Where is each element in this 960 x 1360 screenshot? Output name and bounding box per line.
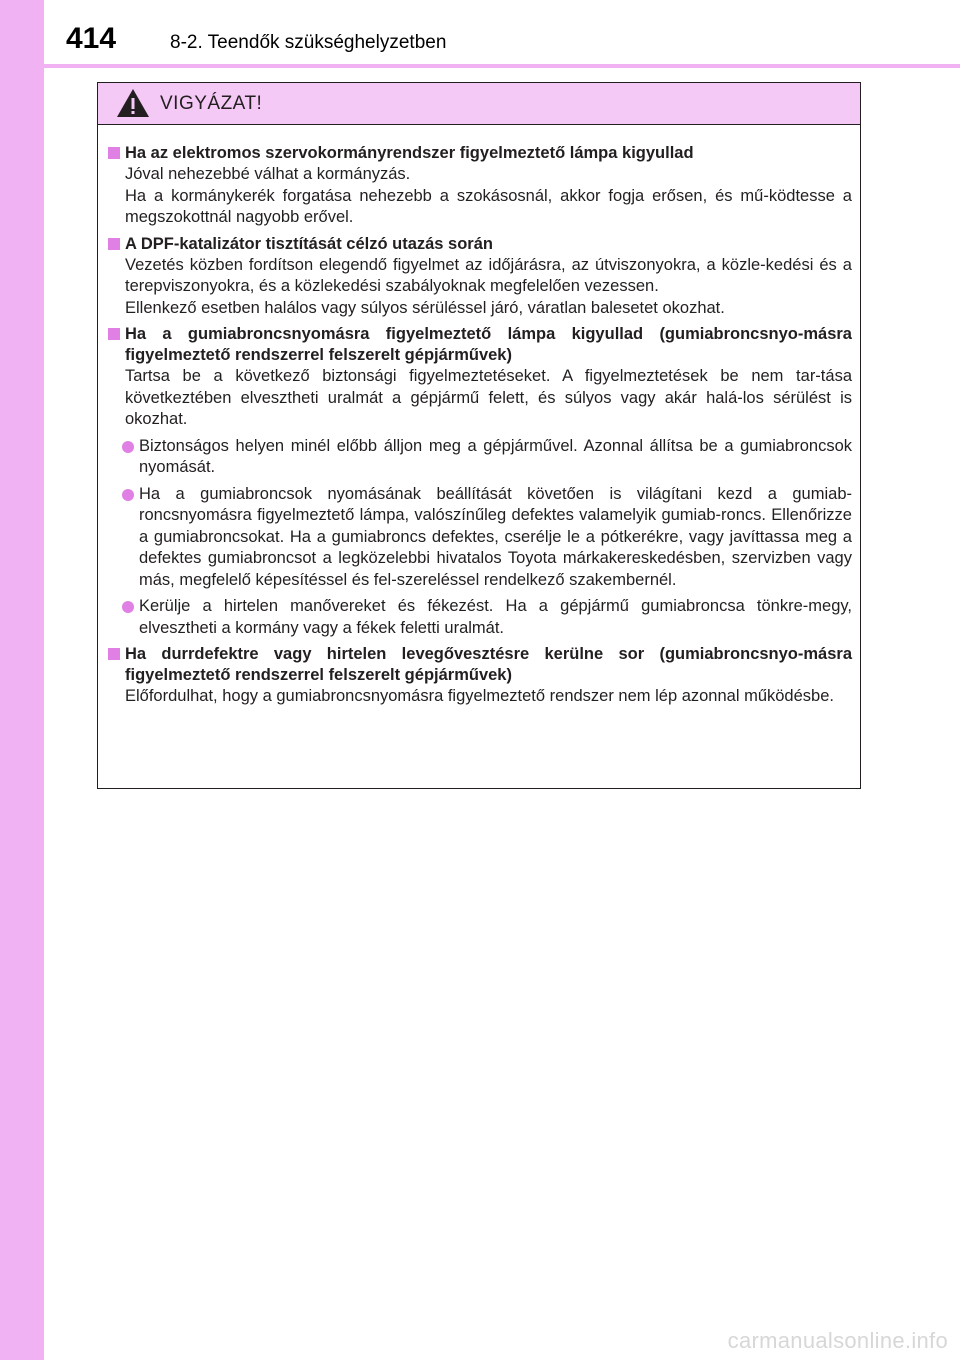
- header-rule: [0, 64, 960, 68]
- list-item: [122, 436, 852, 479]
- square-bullet-icon: [108, 238, 120, 250]
- warning-item: [108, 234, 852, 320]
- item-heading: Ha az elektromos szervokormányrendszer figyelmeztető lámpa kigyullad: [125, 144, 694, 162]
- item-paragraph: Vezetés közben fordítson elegendő figyelmet az időjárásra, az útviszonyokra, a közle-kedési és a terepviszonyokra, és a közlekedési szabályoknak megfelelően vezessen.: [125, 255, 852, 295]
- warning-box: [97, 82, 861, 789]
- bullet-text: Kerülje a hirtelen manővereket és fékezést. Ha a gépjármű gumiabroncsa tönkre-megy, elvesztheti a kormány vagy a fékek feletti uralmát.: [139, 597, 852, 637]
- bullet-text: Biztonságos helyen minél előbb álljon meg a gépjárművel. Azonnal állítsa be a gumiabroncsok nyomását.: [139, 436, 852, 476]
- round-bullet-icon: [122, 601, 134, 613]
- list-item: [122, 484, 852, 592]
- item-paragraph: Ellenkező esetben halálos vagy súlyos sérüléssel járó, váratlan balesetet okozhat.: [125, 298, 725, 317]
- item-paragraph: Előfordulhat, hogy a gumiabroncsnyomásra figyelmeztető rendszer nem lép azonnal működésbe.: [125, 687, 834, 705]
- section-title: 8-2. Teendők szükséghelyzetben: [170, 32, 447, 53]
- watermark[interactable]: carmanualsonline.info: [727, 1328, 948, 1353]
- bullet-text: Ha a gumiabroncsok nyomásának beállítását követően is világítani kezd a gumiab-roncsnyomásra figyelmeztető lámpa, valószínűleg defektes valamelyik gumiab-roncs. Ellenőrizze a gumiabroncsokat. Ha a gumiabroncs defektes, cserélje le a pótkerékre, vagy javíttassa meg a defektes gumiabroncsot a legközelebbi hivatalos Toyota márkakereskedésben, szervizben vagy más, megfelelő képesítéssel és fel-szereléssel rendelkező szakembernél.: [139, 484, 852, 589]
- page-number: 414: [66, 22, 117, 55]
- item-paragraph: Ha a kormánykerék forgatása nehezebb a szokásosnál, akkor fogja erősen, és mű-ködtesse a megszokottnál nagyobb erővel.: [125, 186, 852, 226]
- list-item: [122, 596, 852, 639]
- item-heading: A DPF-katalizátor tisztítását célzó utazás során: [125, 234, 493, 253]
- square-bullet-icon: [108, 328, 120, 340]
- warning-item: [108, 143, 852, 229]
- round-bullet-icon: [122, 441, 134, 453]
- warning-header: [98, 83, 860, 125]
- warning-item: [108, 644, 852, 708]
- warning-title: VIGYÁZAT!: [160, 93, 263, 114]
- item-heading: Ha durrdefektre vagy hirtelen levegővesztésre kerülne sor (gumiabroncsnyo-másra figyelmeztető rendszerrel felszerelt gépjárművek): [125, 645, 852, 684]
- item-heading: Ha a gumiabroncsnyomásra figyelmeztető lámpa kigyullad (gumiabroncsnyo-másra figyelmeztető rendszerrel felszerelt gépjárművek): [125, 325, 852, 364]
- square-bullet-icon: [108, 648, 120, 660]
- item-paragraph: Tartsa be a következő biztonsági figyelmeztetéseket. A figyelmeztetések be nem tar-tása következtében elvesztheti uralmát a gépjármű felett, és súlyos vagy akár halá-los sérülést is okozhat.: [125, 367, 852, 428]
- chapter-side-bar: [0, 0, 44, 1360]
- warning-content: [98, 143, 860, 713]
- warning-item: [108, 324, 852, 639]
- item-paragraph: Jóval nehezebbé válhat a kormányzás.: [125, 165, 411, 183]
- round-bullet-icon: [122, 489, 134, 501]
- square-bullet-icon: [108, 147, 120, 159]
- warning-triangle-icon: [116, 87, 150, 119]
